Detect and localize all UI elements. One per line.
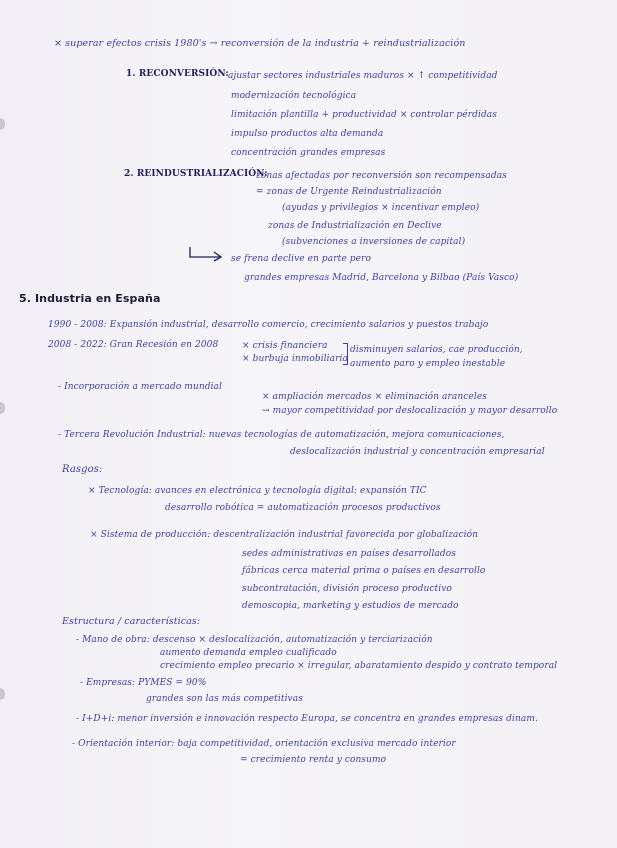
period-cause: × crisis financiera xyxy=(242,341,328,351)
empresas-line: - Empresas: PYMES = 90% xyxy=(80,678,207,688)
reindustrializacion-result: grandes empresas Madrid, Barcelona y Bilbao (País Vasco) xyxy=(244,273,519,283)
reconversion-point: ajustar sectores industriales maduros × ↑ competitividad xyxy=(228,71,498,81)
tercera-revolucion-line: deslocalización industrial y concentración empresarial xyxy=(290,447,545,457)
reindustrializacion-point: (subvenciones a inversiones de capital) xyxy=(282,237,466,247)
reconversion-point: limitación plantilla + productividad × controlar pérdidas xyxy=(231,110,497,120)
rasgos-heading: Rasgos: xyxy=(62,464,103,475)
bracket xyxy=(343,343,348,365)
punch-hole xyxy=(0,118,5,130)
arrow-right-icon xyxy=(188,246,224,262)
reconversion-point: modernización tecnológica xyxy=(231,91,357,101)
reindustrializacion-point: (ayudas y privilegios × incentivar empleo) xyxy=(282,203,480,213)
sistema-produccion-point: demoscopia, marketing y estudios de mercado xyxy=(242,601,459,611)
idi-line: - I+D+i: menor inversión e innovación respecto Europa, se concentra en grandes empresas dinam. xyxy=(76,714,538,724)
sistema-produccion-point: sedes administrativas en países desarrollados xyxy=(242,549,456,559)
reindustrializacion-point: = zonas de Urgente Reindustrialización xyxy=(256,187,442,197)
period-line: 2008 - 2022: Gran Recesión en 2008 xyxy=(48,340,219,350)
reconversion-point: impulso productos alta demanda xyxy=(231,129,384,139)
tecnologia-line: × Tecnología: avances en electrónica y tecnología digital: expansión TIC xyxy=(88,486,427,496)
empresas-detail: grandes son las más competitivas xyxy=(146,694,303,704)
sistema-produccion-line: × Sistema de producción: descentralización industrial favorecida por globalización xyxy=(90,530,479,540)
intro-line: × superar efectos crisis 1980's → reconversión de la industria + reindustrialización xyxy=(54,38,466,49)
punch-hole xyxy=(0,688,5,700)
estructura-heading: Estructura / características: xyxy=(62,616,201,627)
tercera-revolucion-line: - Tercera Revolución Industrial: nuevas tecnologías de automatización, mejora comunicaciones, xyxy=(58,430,505,440)
reconversion-point: concentración grandes empresas xyxy=(231,148,386,158)
period-cause: × burbuja inmobiliaria xyxy=(242,354,348,364)
incorporacion-detail: → mayor competitividad por deslocalización y mayor desarrollo xyxy=(262,406,558,416)
period-effect: aumento paro y empleo inestable xyxy=(350,359,506,369)
sistema-produccion-point: fábricas cerca material prima o países en desarrollo xyxy=(242,566,486,576)
incorporacion-detail: × ampliación mercados × eliminación aranceles xyxy=(262,392,487,402)
period-effect: disminuyen salarios, cae producción, xyxy=(350,345,523,355)
period-line: 1990 - 2008: Expansión industrial, desarrollo comercio, crecimiento salarios y puestos trabajo xyxy=(48,320,489,330)
incorporacion-line: - Incorporación a mercado mundial xyxy=(58,382,223,392)
reindustrializacion-point: zonas afectadas por reconversión son recompensadas xyxy=(256,171,507,181)
punch-hole xyxy=(0,402,5,414)
tecnologia-line: desarrollo robótica = automatización procesos productivos xyxy=(165,503,441,513)
orientacion-detail: = crecimiento renta y consumo xyxy=(240,755,387,765)
mano-obra-detail: crecimiento empleo precario × irregular, abaratamiento despido y contrato temporal xyxy=(160,661,558,671)
reconversion-title: 1. RECONVERSIÓN: xyxy=(126,69,229,79)
reindustrializacion-title: 2. REINDUSTRIALIZACIÓN: xyxy=(124,169,268,179)
mano-obra-line: - Mano de obra: descenso × deslocalización, automatización y terciarización xyxy=(76,635,433,645)
mano-obra-detail: aumento demanda empleo cualificado xyxy=(160,648,337,658)
reindustrializacion-result: se frena declive en parte pero xyxy=(231,254,371,264)
section-title: 5. Industria en España xyxy=(19,292,161,305)
orientacion-line: - Orientación interior: baja competitividad, orientación exclusiva mercado interior xyxy=(72,739,456,749)
sistema-produccion-point: subcontratación, división proceso productivo xyxy=(242,584,452,594)
reindustrializacion-point: zonas de Industrialización en Declive xyxy=(268,221,442,231)
